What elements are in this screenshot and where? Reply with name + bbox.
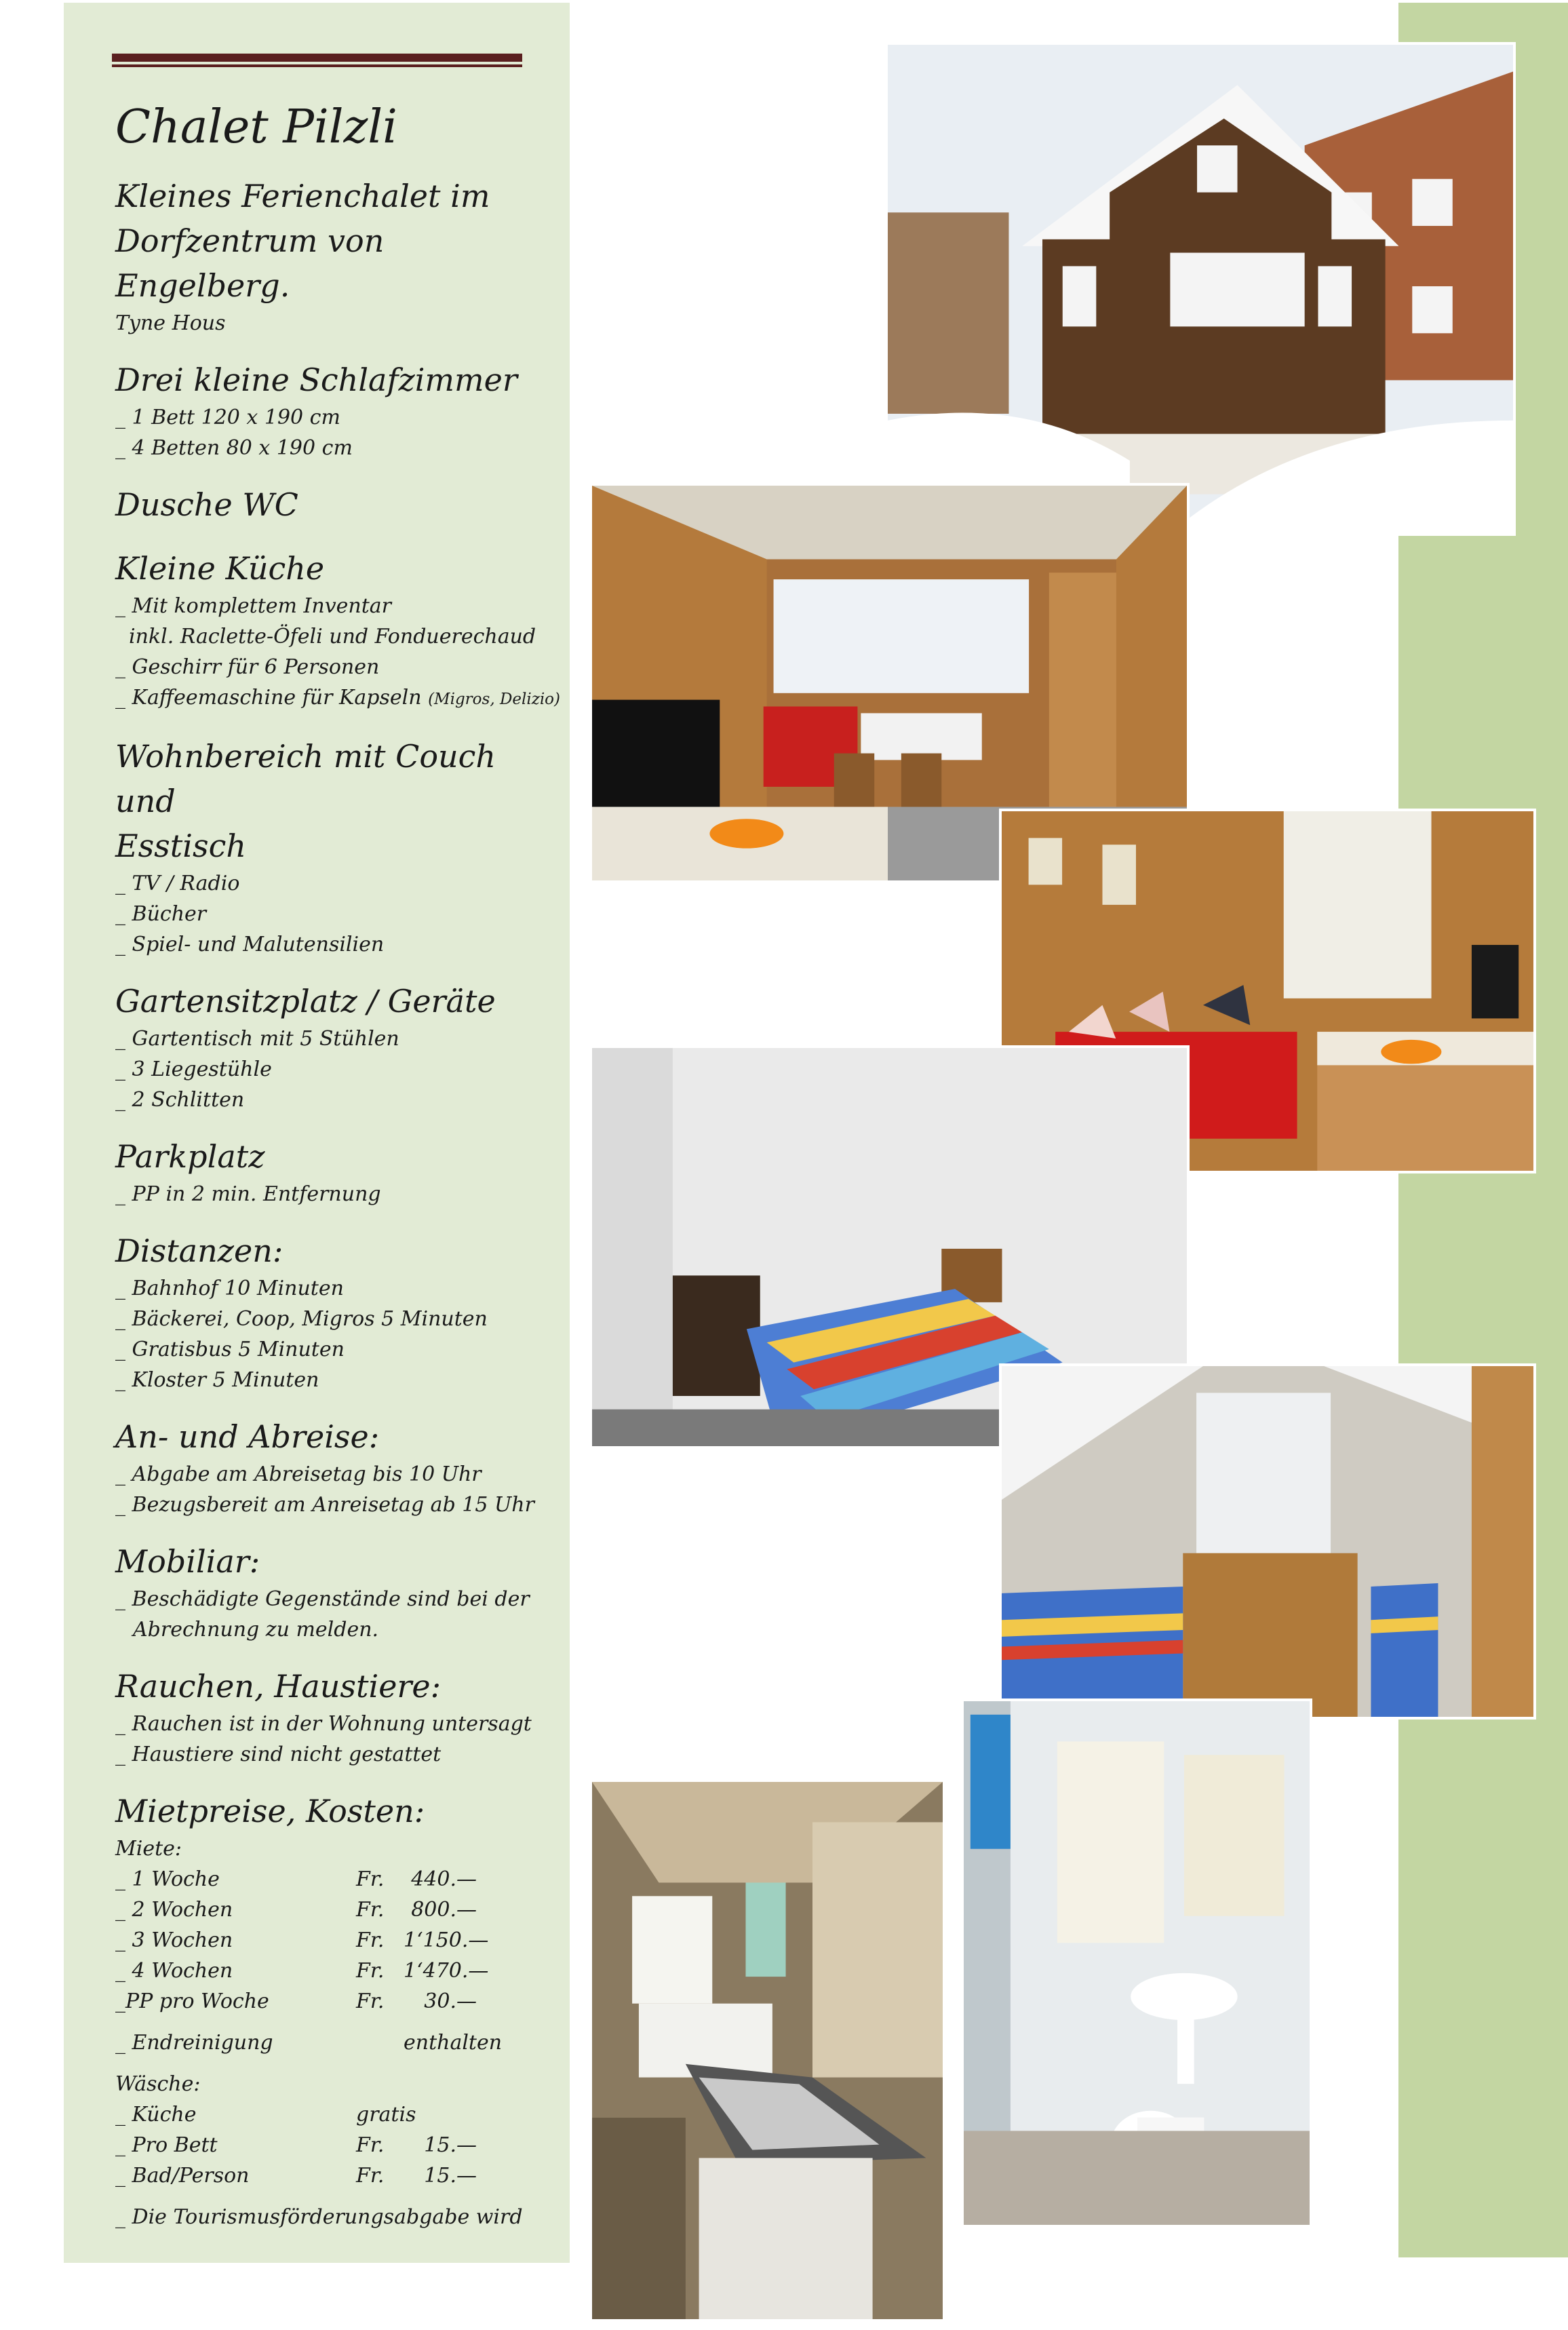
price-row: _ Bad/Person Fr. 15.— — [115, 2164, 477, 2188]
list-item: _ Bezugsbereit am Anreisetag ab 15 Uhr — [115, 1493, 534, 1517]
list-item: _ 2 Schlitten — [115, 1088, 245, 1112]
price-row: _ 4 Wochen Fr. 1‘470.— — [115, 1959, 489, 1983]
list-item: _ Bücher — [115, 902, 207, 926]
bedrooms-heading: Drei kleine Schlafzimmer — [115, 362, 517, 398]
distances-heading: Distanzen: — [115, 1232, 283, 1269]
tourism-note: _ Die Tourismusförderungsabgabe wird — [115, 2205, 523, 2229]
list-item: _ Kloster 5 Minuten — [115, 1368, 319, 1392]
house-type: Tyne Hous — [115, 311, 226, 335]
intro-line2: Dorfzentrum von Engelberg. — [115, 222, 385, 304]
list-item: inkl. Raclette-Öfeli und Fonduerechaud — [129, 625, 536, 648]
list-item: _ 3 Liegestühle — [115, 1057, 272, 1081]
list-item: _ Geschirr für 6 Personen — [115, 655, 380, 679]
list-item: _ Bäckerei, Coop, Migros 5 Minuten — [115, 1307, 488, 1331]
list-item: _ PP in 2 min. Entfernung — [115, 1182, 381, 1206]
list-item: _ Beschädigte Gegenstände sind bei der — [115, 1587, 530, 1611]
cleaning-row: _ Endreinigung enthalten — [115, 2031, 503, 2055]
furniture-heading: Mobiliar: — [115, 1543, 260, 1580]
photo-kitchen — [589, 1779, 945, 2322]
intro-line1: Kleines Ferienchalet im — [115, 178, 490, 214]
smoking-heading: Rauchen, Haustiere: — [115, 1668, 442, 1705]
price-row: _ 1 Woche Fr. 440.— — [115, 1867, 477, 1891]
list-item: _ Haustiere sind nicht gestattet — [115, 1743, 442, 1766]
page-title: Chalet Pilzli — [115, 100, 397, 154]
list-item: _ Kaffeemaschine für Kapseln (Migros, Delizio) — [115, 686, 561, 710]
list-item: _ Mit komplettem Inventar — [115, 594, 392, 618]
shower-heading: Dusche WC — [115, 486, 298, 523]
capsule-brands: (Migros, Delizio) — [428, 691, 561, 708]
list-item: _ Rauchen ist in der Wohnung untersagt — [115, 1712, 532, 1736]
list-item: _ Bahnhof 10 Minuten — [115, 1277, 344, 1300]
price-row: _PP pro Woche Fr. 30.— — [115, 1989, 477, 2013]
price-row: _ Pro Bett Fr. 15.— — [115, 2133, 477, 2157]
prices-heading: Mietpreise, Kosten: — [115, 1793, 425, 1829]
arrival-heading: An- und Abreise: — [115, 1418, 380, 1455]
list-item: _ Gartentisch mit 5 Stühlen — [115, 1027, 399, 1051]
kitchen-heading: Kleine Küche — [115, 550, 325, 587]
photo-chalet-exterior — [885, 42, 1516, 536]
parking-heading: Parkplatz — [115, 1138, 265, 1175]
list-item: _ Gratisbus 5 Minuten — [115, 1338, 345, 1361]
price-row: _ Küche gratis — [115, 2103, 416, 2127]
garden-heading: Gartensitzplatz / Geräte — [115, 983, 496, 1020]
photo-bedroom-twin — [999, 1363, 1536, 1720]
rent-label: Miete: — [115, 1837, 182, 1861]
price-row: _ 3 Wochen Fr. 1‘150.— — [115, 1928, 489, 1952]
list-item: _ 1 Bett 120 x 190 cm — [115, 406, 340, 429]
list-item: _ Spiel- und Malutensilien — [115, 933, 385, 956]
list-item: _ 4 Betten 80 x 190 cm — [115, 436, 353, 460]
price-row: _ 2 Wochen Fr. 800.— — [115, 1898, 477, 1922]
photo-bathroom — [961, 1698, 1312, 2228]
list-item: Abrechnung zu melden. — [133, 1618, 379, 1642]
living-heading-line2: Esstisch — [115, 828, 246, 864]
header-rule — [112, 54, 522, 62]
header-rule-thin — [112, 64, 522, 67]
list-item: _ TV / Radio — [115, 872, 240, 895]
living-heading-line1: Wohnbereich mit Couch und — [115, 738, 496, 819]
list-item: _ Abgabe am Abreisetag bis 10 Uhr — [115, 1462, 482, 1486]
linen-label: Wäsche: — [115, 2072, 201, 2096]
listing-text — [115, 95, 561, 2232]
